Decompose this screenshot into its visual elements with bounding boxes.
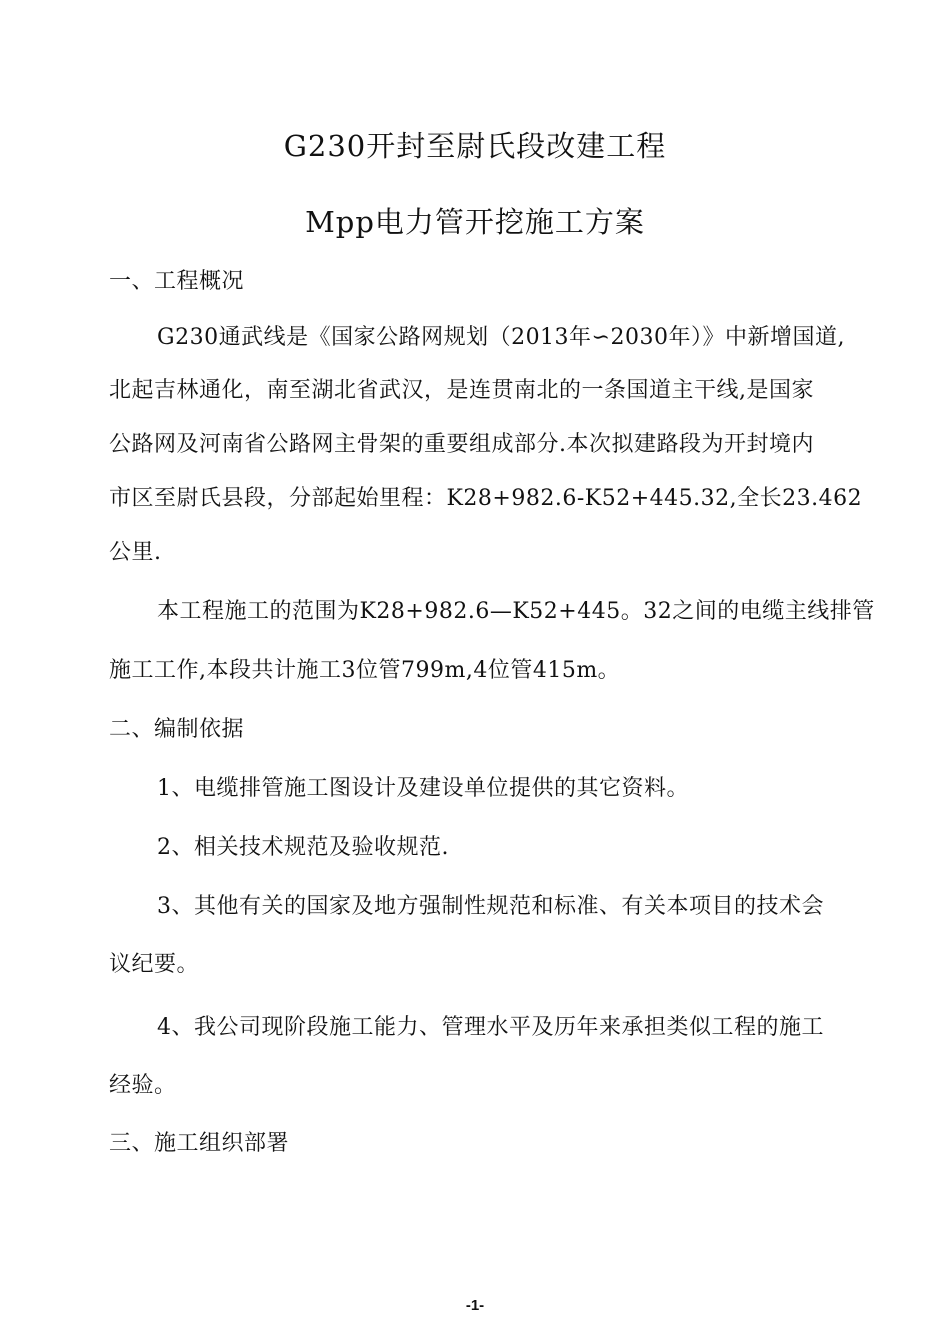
paragraph-line: 本工程施工的范围为K28+982.6—K52+445。32之间的电缆主线排管 [157, 599, 875, 624]
list-item: 4、我公司现阶段施工能力、管理水平及历年来承担类似工程的施工 [157, 1015, 824, 1040]
paragraph-line: 施工工作,本段共计施工3位管799m,4位管415m。 [109, 658, 621, 683]
paragraph-line: 公里. [109, 540, 162, 565]
list-item-continuation: 经验。 [109, 1073, 177, 1098]
section-heading-overview: 一、工程概况 [109, 269, 245, 294]
page-number: -1- [465, 1297, 485, 1314]
paragraph-line: 公路网及河南省公路网主骨架的重要组成部分.本次拟建路段为开封境内 [109, 432, 814, 457]
document-subtitle: Mpp电力管开挖施工方案 [305, 205, 645, 239]
document-title: G230开封至尉氏段改建工程 [283, 129, 667, 163]
list-item: 1、电缆排管施工图设计及建设单位提供的其它资料。 [157, 776, 689, 801]
paragraph-line: G230通武线是《国家公路网规划（2013年∽2030年）》中新增国道, [157, 325, 845, 350]
list-item: 3、其他有关的国家及地方强制性规范和标准、有关本项目的技术会 [157, 894, 824, 919]
section-heading-organization: 三、施工组织部署 [109, 1131, 290, 1156]
paragraph-line: 北起吉林通化，南至湖北省武汉，是连贯南北的一条国道主干线,是国家 [109, 378, 814, 403]
list-item-continuation: 议纪要。 [109, 952, 200, 977]
section-heading-basis: 二、编制依据 [109, 717, 245, 742]
paragraph-line: 市区至尉氏县段，分部起始里程：K28+982.6-K52+445.32,全长23.462 [109, 486, 863, 511]
list-item: 2、相关技术规范及验收规范. [157, 835, 449, 860]
